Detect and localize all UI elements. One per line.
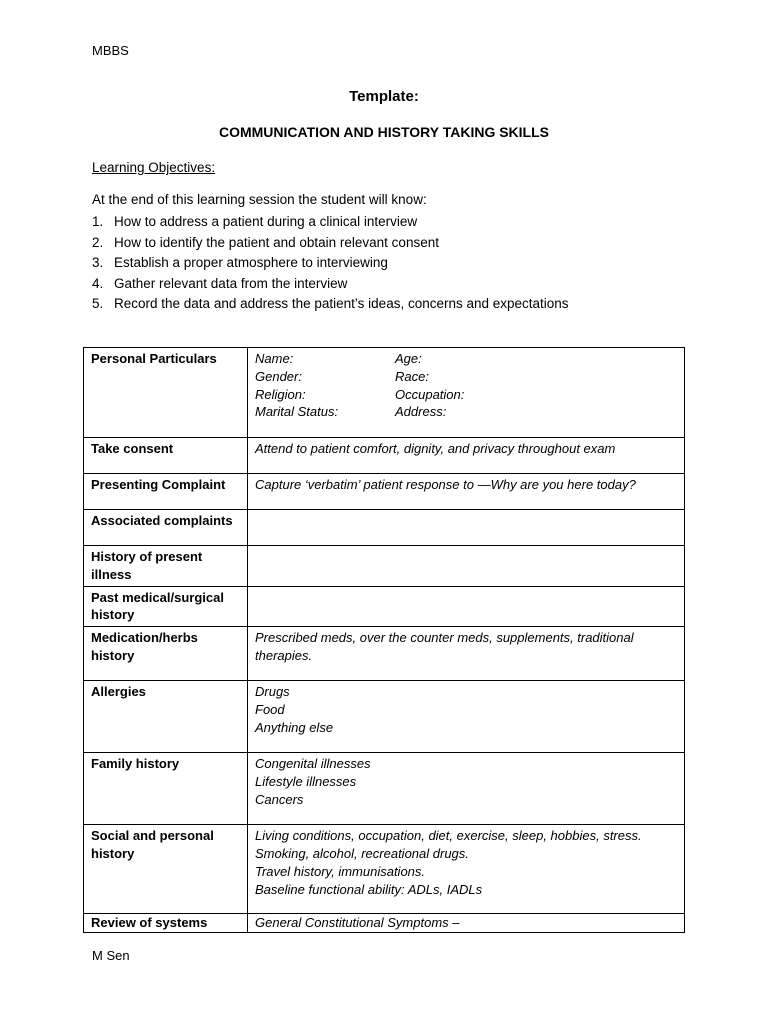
objective-item xyxy=(92,212,569,233)
social-history-line: Travel history, immunisations. xyxy=(255,863,426,879)
past-medical-history-cell[interactable] xyxy=(248,586,685,627)
occupation-field-label: Occupation: xyxy=(395,386,465,402)
family-history-line: Lifestyle illnesses xyxy=(255,773,357,789)
family-history-line: Cancers xyxy=(255,791,304,807)
table-row xyxy=(84,914,685,933)
objective-text: How to identify the patient and obtain relevant consent xyxy=(114,234,439,250)
age-field-label: Age: xyxy=(395,351,422,366)
race-field-label: Race: xyxy=(395,368,429,384)
objective-number: 4. xyxy=(92,275,104,291)
social-personal-history-cell[interactable] xyxy=(248,825,685,914)
objective-number: 2. xyxy=(92,234,104,250)
address-field-label: Address: xyxy=(395,404,447,420)
objective-number: 1. xyxy=(92,214,104,229)
page-header: MBBS xyxy=(92,43,129,58)
social-history-line: Smoking, alcohol, recreational drugs. xyxy=(255,845,469,861)
religion-field-label: Religion: xyxy=(255,386,306,402)
history-template-table xyxy=(83,347,685,933)
page-footer: M Sen xyxy=(92,948,130,963)
table-row xyxy=(84,681,685,753)
objective-text: Establish a proper atmosphere to interviewing xyxy=(114,255,388,271)
table-row xyxy=(84,753,685,825)
table-row xyxy=(84,510,685,546)
allergies-line: Anything else xyxy=(255,719,334,735)
take-consent-cell[interactable]: Attend to patient comfort, dignity, and privacy throughout exam xyxy=(248,438,685,474)
allergies-line: Drugs xyxy=(255,684,290,700)
objective-item xyxy=(92,233,569,254)
family-history-line: Congenital illnesses xyxy=(255,756,371,772)
table-row xyxy=(84,586,685,627)
allergies-line: Food xyxy=(255,701,285,717)
objective-item xyxy=(92,274,569,295)
objective-text: How to address a patient during a clinical interview xyxy=(114,214,418,229)
history-of-present-illness-cell[interactable] xyxy=(248,546,685,587)
objective-number: 3. xyxy=(92,255,104,271)
row-label-allergies: Allergies xyxy=(84,681,248,753)
family-history-cell[interactable] xyxy=(248,753,685,825)
table-row xyxy=(84,348,685,438)
row-label-associated-complaints: Associated complaints xyxy=(84,510,248,546)
row-label-family-history: Family history xyxy=(84,753,248,825)
objectives-list xyxy=(92,212,569,315)
medication-history-cell[interactable]: Prescribed meds, over the counter meds, supplements, traditional therapies. xyxy=(248,627,685,681)
row-label-social-personal-history: Social and personal history xyxy=(84,825,248,914)
objective-item xyxy=(92,294,569,315)
document-subtitle: COMMUNICATION AND HISTORY TAKING SKILLS xyxy=(218,124,550,140)
row-label-personal-particulars: Personal Particulars xyxy=(84,348,248,438)
personal-particulars-cell[interactable] xyxy=(248,348,685,438)
objectives-heading: Learning Objectives: xyxy=(92,160,216,175)
marital-status-field-label: Marital Status: xyxy=(255,404,339,420)
row-label-past-medical-history: Past medical/surgical history xyxy=(84,586,248,627)
objective-text: Gather relevant data from the interview xyxy=(114,275,348,291)
presenting-complaint-cell[interactable]: Capture ‘verbatim’ patient response to —Why are you here today? xyxy=(248,474,685,510)
table-row xyxy=(84,825,685,914)
objective-text: Record the data and address the patient’s ideas, concerns and expectations xyxy=(114,296,569,312)
row-label-take-consent: Take consent xyxy=(84,438,248,474)
row-label-medication-history: Medication/herbs history xyxy=(84,627,248,681)
allergies-cell[interactable] xyxy=(248,681,685,753)
review-of-systems-cell[interactable]: General Constitutional Symptoms – xyxy=(248,914,685,933)
gender-field-label: Gender: xyxy=(255,368,302,384)
table-row xyxy=(84,627,685,681)
row-label-history-of-present-illness: History of present illness xyxy=(84,546,248,587)
social-history-line: Baseline functional ability: ADLs, IADLs xyxy=(255,881,483,897)
objective-item xyxy=(92,253,569,274)
objectives-intro: At the end of this learning session the student will know: xyxy=(92,192,427,207)
document-title: Template: xyxy=(349,88,419,105)
table-row xyxy=(84,546,685,587)
row-label-review-of-systems: Review of systems xyxy=(84,914,248,933)
row-label-presenting-complaint: Presenting Complaint xyxy=(84,474,248,510)
associated-complaints-cell[interactable] xyxy=(248,510,685,546)
social-history-line: Living conditions, occupation, diet, exercise, sleep, hobbies, stress. xyxy=(255,828,642,844)
objective-number: 5. xyxy=(92,296,104,312)
name-field-label: Name: xyxy=(255,351,294,366)
table-row xyxy=(84,438,685,474)
table-row xyxy=(84,474,685,510)
